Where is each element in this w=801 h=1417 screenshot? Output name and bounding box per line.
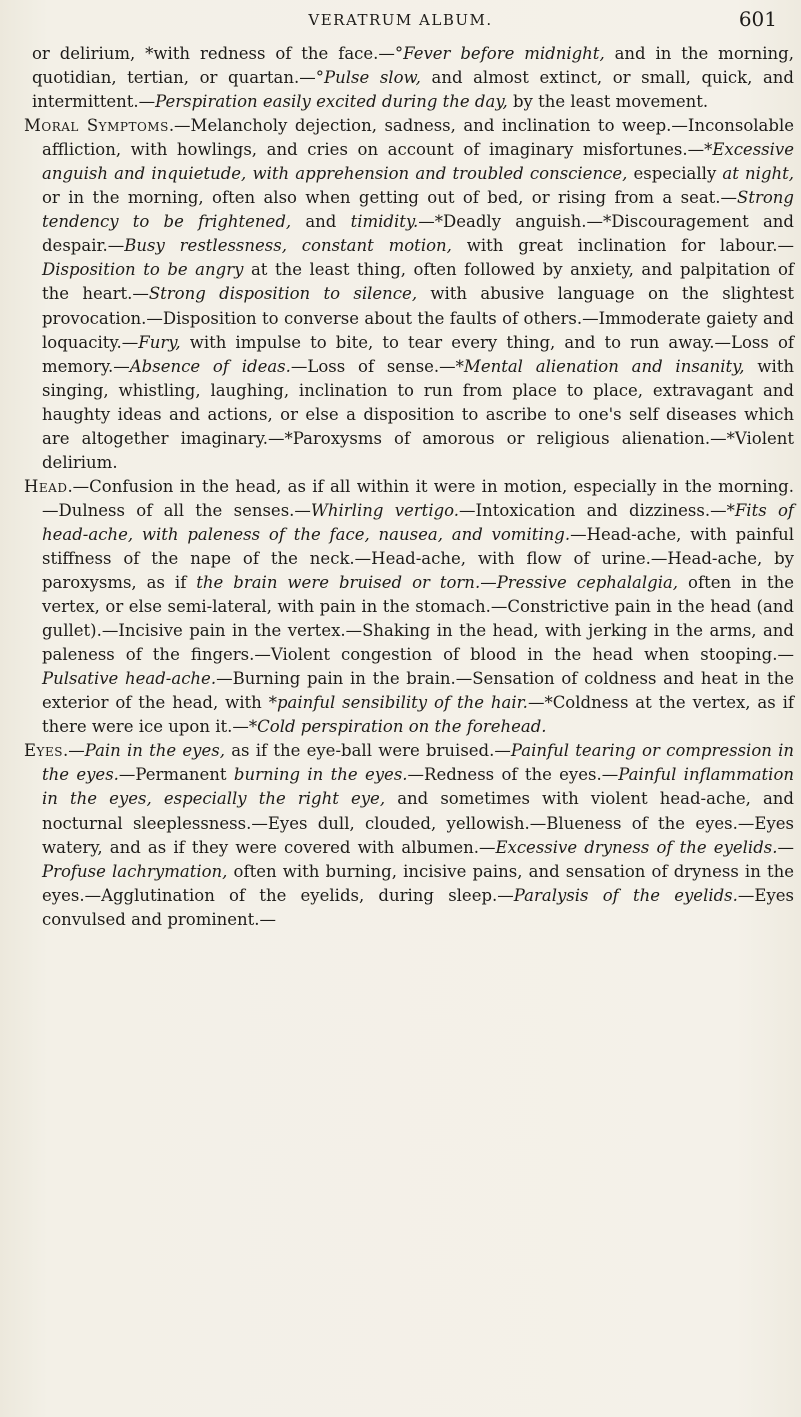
body-text bbox=[24, 42, 794, 932]
section-head: Head.—Confusion in the head, as if all within it were in motion, especially in the morning.—Dulness of all the senses.—Whirling vertigo.—Intoxication and dizziness.—*Fits of head-ache, with paleness of the face, nausea, and vomiting.—Head-ache, with painful stiffness of the nape of the neck.—Head-ache, with flow of urine.—Head-ache, by paroxysms, as if the brain were bruised or torn.—Pressive cephalalgia, often in the vertex, or else semi-lateral, with pain in the stomach.—Constrictive pain in the head (and gullet).—Incisive pain in the vertex.—Shaking in the head, with jerking in the arms, and paleness of the fingers.—Violent congestion of blood in the head when stooping.—Pulsative head-ache.—Burning pain in the brain.—Sensation of coldness and heat in the exterior of the head, with *painful sensibility of the hair.—*Coldness at the vertex, as if there were ice upon it.—*Cold perspiration on the forehead. bbox=[24, 476, 795, 737]
page-number: 601 bbox=[738, 7, 777, 31]
section-eyes: Eyes.—Pain in the eyes, as if the eye-ball were bruised.—Painful tearing or compression in the eyes.—Permanent burning in the eyes.—Redness of the eyes.—Painful inflammation in the eyes, especially the right eye, and sometimes with violent head-ache, and nocturnal sleeplessness.—Eyes dull, clouded, yellowish.—Blueness of the eyes.—Eyes watery, and as if they were covered with albumen.—Excessive dryness of the eyelids.—Profuse lachrymation, often with burning, incisive pains, and sensation of dryness in the eyes.—Agglutination of the eyelids, during sleep.—Paralysis of the eyelids.—Eyes convulsed and prominent.— bbox=[24, 741, 795, 929]
running-title: VERATRUM ALBUM. bbox=[308, 11, 493, 29]
page-header bbox=[0, 7, 801, 31]
paragraph-continuation: or delirium, *with redness of the face.—°Fever before midnight, and in the morning, quotidian, tertian, or quartan.—°Pulse slow, and almost extinct, or small, quick, and intermittent.—Perspiration easily excited during the day, by the least movement. bbox=[32, 44, 794, 112]
section-moral-symptoms: Moral Symptoms.—Melancholy dejection, sadness, and inclination to weep.—Inconsolable affliction, with howlings, and cries on account of imaginary misfortunes.—*Excessive anguish and inquietude, with apprehension and troubled conscience, especially at night, or in the morning, often also when getting out of bed, or rising from a seat.—Strong tendency to be frightened, and timidity.—*Deadly anguish.—*Discouragement and despair.—Busy restlessness, constant motion, with great inclination for labour.—Disposition to be angry at the least thing, often followed by anxiety, and palpitation of the heart.—Strong disposition to silence, with abusive language on the slightest provocation.—Disposition to converse about the faults of others.—Immoderate gaiety and loquacity.—Fury, with impulse to bite, to tear every thing, and to run away.—Loss of memory.—Absence of ideas.—Loss of sense.—*Mental alienation and insanity, with singing, whistling, laughing, inclination to run from place to place, extravagant and haughty ideas and actions, or else a disposition to ascribe to one's self diseases which are altogether imaginary.—*Paroxysms of amorous or religious alienation.—*Violent delirium. bbox=[24, 116, 795, 472]
